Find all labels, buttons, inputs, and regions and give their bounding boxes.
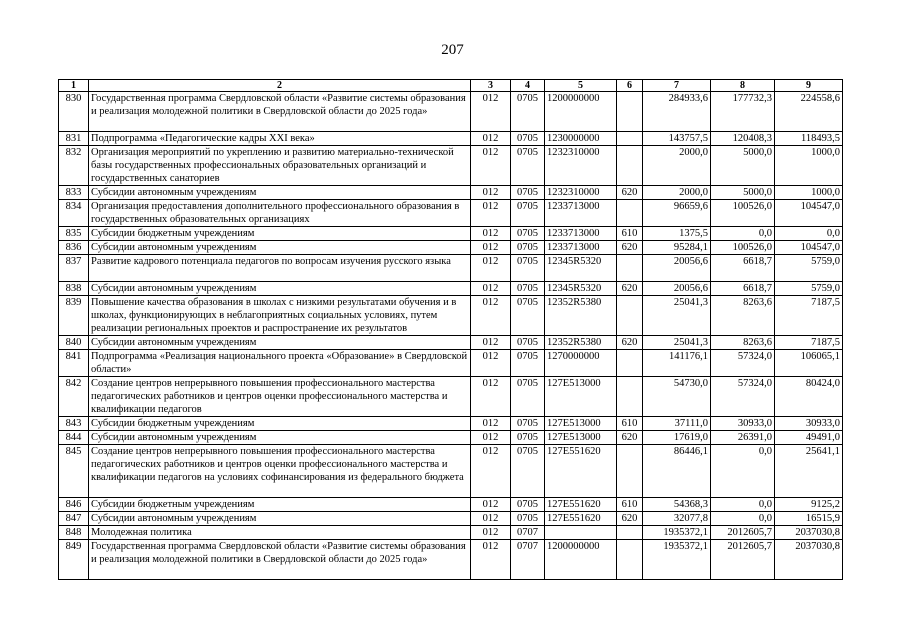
- target-code: 127E513000: [545, 417, 617, 431]
- column-header: 8: [711, 80, 775, 92]
- row-name: Молодежная политика: [89, 526, 471, 540]
- column-header: 4: [511, 80, 545, 92]
- ministry-code: 012: [471, 146, 511, 186]
- row-number: 835: [59, 227, 89, 241]
- ministry-code: 012: [471, 186, 511, 200]
- row-name: Субсидии автономным учреждениям: [89, 512, 471, 526]
- table-row: [59, 512, 843, 526]
- amount-year-1: 1935372,1: [643, 526, 711, 540]
- column-header: 5: [545, 80, 617, 92]
- amount-year-2: 5000,0: [711, 186, 775, 200]
- ministry-code: 012: [471, 350, 511, 377]
- ministry-code: 012: [471, 512, 511, 526]
- ministry-code: 012: [471, 377, 511, 417]
- section-code: 0705: [511, 417, 545, 431]
- column-header: 2: [89, 80, 471, 92]
- amount-year-3: 5759,0: [775, 282, 843, 296]
- row-name: Субсидии бюджетным учреждениям: [89, 417, 471, 431]
- table-row: [59, 282, 843, 296]
- target-code: 12352R5380: [545, 296, 617, 336]
- amount-year-3: 16515,9: [775, 512, 843, 526]
- expense-type-code: [617, 296, 643, 336]
- target-code: 1233713000: [545, 227, 617, 241]
- amount-year-1: 143757,5: [643, 132, 711, 146]
- table-row: [59, 377, 843, 417]
- row-number: 834: [59, 200, 89, 227]
- amount-year-2: 30933,0: [711, 417, 775, 431]
- ministry-code: 012: [471, 498, 511, 512]
- section-code: 0705: [511, 431, 545, 445]
- section-code: 0705: [511, 282, 545, 296]
- amount-year-1: 25041,3: [643, 336, 711, 350]
- ministry-code: 012: [471, 417, 511, 431]
- ministry-code: 012: [471, 431, 511, 445]
- row-number: 844: [59, 431, 89, 445]
- expense-type-code: [617, 132, 643, 146]
- row-number: 830: [59, 92, 89, 132]
- amount-year-1: 1935372,1: [643, 540, 711, 580]
- amount-year-3: 1000,0: [775, 146, 843, 186]
- target-code: 12352R5380: [545, 336, 617, 350]
- amount-year-3: 49491,0: [775, 431, 843, 445]
- target-code: 1232310000: [545, 186, 617, 200]
- amount-year-3: 80424,0: [775, 377, 843, 417]
- amount-year-2: 57324,0: [711, 350, 775, 377]
- section-code: 0707: [511, 526, 545, 540]
- amount-year-2: 57324,0: [711, 377, 775, 417]
- amount-year-1: 86446,1: [643, 445, 711, 498]
- amount-year-2: 2012605,7: [711, 540, 775, 580]
- row-name: Субсидии автономным учреждениям: [89, 282, 471, 296]
- target-code: 12345R5320: [545, 282, 617, 296]
- expense-type-code: [617, 146, 643, 186]
- row-number: 845: [59, 445, 89, 498]
- ministry-code: 012: [471, 132, 511, 146]
- expense-type-code: 620: [617, 336, 643, 350]
- table-row: [59, 350, 843, 377]
- row-number: 833: [59, 186, 89, 200]
- expense-type-code: 620: [617, 512, 643, 526]
- row-name: Создание центров непрерывного повышения профессионального мастерства педагогических работников и центров оценки профессионального мастерства и квалификации педагогов на условиях софинансирования из федерального бюджета: [89, 445, 471, 498]
- table-row: [59, 200, 843, 227]
- amount-year-3: 30933,0: [775, 417, 843, 431]
- table-row: [59, 241, 843, 255]
- amount-year-3: 7187,5: [775, 336, 843, 350]
- target-code: [545, 526, 617, 540]
- row-name: Субсидии автономным учреждениям: [89, 186, 471, 200]
- amount-year-1: 32077,8: [643, 512, 711, 526]
- row-number: 847: [59, 512, 89, 526]
- target-code: 1230000000: [545, 132, 617, 146]
- section-code: 0705: [511, 377, 545, 417]
- amount-year-2: 5000,0: [711, 146, 775, 186]
- section-code: 0705: [511, 227, 545, 241]
- table-row: [59, 431, 843, 445]
- column-header: 6: [617, 80, 643, 92]
- row-name: Развитие кадрового потенциала педагогов по вопросам изучения русского языка: [89, 255, 471, 282]
- expense-type-code: 620: [617, 241, 643, 255]
- target-code: 127E551620: [545, 512, 617, 526]
- table-body: [59, 92, 843, 580]
- amount-year-3: 0,0: [775, 227, 843, 241]
- table-row: [59, 526, 843, 540]
- amount-year-2: 0,0: [711, 512, 775, 526]
- amount-year-3: 5759,0: [775, 255, 843, 282]
- amount-year-3: 104547,0: [775, 200, 843, 227]
- row-number: 840: [59, 336, 89, 350]
- amount-year-1: 54368,3: [643, 498, 711, 512]
- ministry-code: 012: [471, 526, 511, 540]
- row-number: 832: [59, 146, 89, 186]
- row-number: 839: [59, 296, 89, 336]
- table-row: [59, 227, 843, 241]
- amount-year-2: 120408,3: [711, 132, 775, 146]
- expense-type-code: [617, 377, 643, 417]
- page-number: 207: [441, 42, 464, 58]
- row-number: 842: [59, 377, 89, 417]
- amount-year-1: 96659,6: [643, 200, 711, 227]
- amount-year-3: 9125,2: [775, 498, 843, 512]
- amount-year-1: 25041,3: [643, 296, 711, 336]
- ministry-code: 012: [471, 255, 511, 282]
- section-code: 0705: [511, 255, 545, 282]
- amount-year-2: 100526,0: [711, 241, 775, 255]
- section-code: 0705: [511, 241, 545, 255]
- amount-year-2: 8263,6: [711, 296, 775, 336]
- expense-type-code: [617, 350, 643, 377]
- amount-year-3: 104547,0: [775, 241, 843, 255]
- row-name: Подпрограмма «Педагогические кадры XXI века»: [89, 132, 471, 146]
- ministry-code: 012: [471, 296, 511, 336]
- expense-type-code: [617, 526, 643, 540]
- amount-year-2: 26391,0: [711, 431, 775, 445]
- amount-year-1: 2000,0: [643, 146, 711, 186]
- ministry-code: 012: [471, 540, 511, 580]
- target-code: 1200000000: [545, 540, 617, 580]
- expense-type-code: [617, 92, 643, 132]
- section-code: 0705: [511, 132, 545, 146]
- table-row: [59, 540, 843, 580]
- target-code: 1200000000: [545, 92, 617, 132]
- row-name: Создание центров непрерывного повышения профессионального мастерства педагогических работников и центров оценки профессионального мастерства и квалификации педагогов: [89, 377, 471, 417]
- ministry-code: 012: [471, 200, 511, 227]
- amount-year-1: 37111,0: [643, 417, 711, 431]
- row-number: 848: [59, 526, 89, 540]
- row-number: 841: [59, 350, 89, 377]
- row-name: Повышение качества образования в школах с низкими результатами обучения и в школах, функционирующих в неблагоприятных социальных условиях, путем реализации региональных проектов и распространение их результатов: [89, 296, 471, 336]
- section-code: 0705: [511, 296, 545, 336]
- section-code: 0705: [511, 445, 545, 498]
- amount-year-2: 100526,0: [711, 200, 775, 227]
- section-code: 0705: [511, 350, 545, 377]
- row-name: Субсидии автономным учреждениям: [89, 336, 471, 350]
- row-name: Государственная программа Свердловской области «Развитие системы образования и реализация молодежной политики в Свердловской области до 2025 года»: [89, 540, 471, 580]
- column-header: 9: [775, 80, 843, 92]
- amount-year-1: 54730,0: [643, 377, 711, 417]
- target-code: 127E513000: [545, 377, 617, 417]
- table-row: [59, 445, 843, 498]
- amount-year-3: 25641,1: [775, 445, 843, 498]
- ministry-code: 012: [471, 336, 511, 350]
- table-row: [59, 146, 843, 186]
- amount-year-3: 224558,6: [775, 92, 843, 132]
- amount-year-2: 6618,7: [711, 255, 775, 282]
- column-header: 7: [643, 80, 711, 92]
- row-number: 831: [59, 132, 89, 146]
- amount-year-2: 6618,7: [711, 282, 775, 296]
- amount-year-1: 95284,1: [643, 241, 711, 255]
- target-code: 1232310000: [545, 146, 617, 186]
- row-number: 836: [59, 241, 89, 255]
- amount-year-1: 20056,6: [643, 282, 711, 296]
- amount-year-2: 0,0: [711, 498, 775, 512]
- ministry-code: 012: [471, 92, 511, 132]
- row-number: 849: [59, 540, 89, 580]
- amount-year-3: 2037030,8: [775, 540, 843, 580]
- ministry-code: 012: [471, 241, 511, 255]
- target-code: 127E551620: [545, 445, 617, 498]
- row-name: Субсидии автономным учреждениям: [89, 431, 471, 445]
- table-row: [59, 255, 843, 282]
- table-row: [59, 498, 843, 512]
- amount-year-3: 118493,5: [775, 132, 843, 146]
- row-name: Субсидии бюджетным учреждениям: [89, 498, 471, 512]
- section-code: 0707: [511, 540, 545, 580]
- target-code: 1233713000: [545, 200, 617, 227]
- amount-year-3: 7187,5: [775, 296, 843, 336]
- row-number: 837: [59, 255, 89, 282]
- row-name: Субсидии автономным учреждениям: [89, 241, 471, 255]
- table-row: [59, 417, 843, 431]
- column-header: 1: [59, 80, 89, 92]
- column-header: 3: [471, 80, 511, 92]
- section-code: 0705: [511, 498, 545, 512]
- amount-year-3: 2037030,8: [775, 526, 843, 540]
- row-number: 838: [59, 282, 89, 296]
- expense-type-code: 620: [617, 282, 643, 296]
- section-code: 0705: [511, 512, 545, 526]
- target-code: 1233713000: [545, 241, 617, 255]
- amount-year-2: 177732,3: [711, 92, 775, 132]
- table-row: [59, 186, 843, 200]
- ministry-code: 012: [471, 227, 511, 241]
- expense-type-code: [617, 255, 643, 282]
- expense-type-code: 610: [617, 417, 643, 431]
- budget-table: [58, 79, 843, 580]
- amount-year-2: 2012605,7: [711, 526, 775, 540]
- expense-type-code: [617, 540, 643, 580]
- expense-type-code: 610: [617, 498, 643, 512]
- amount-year-2: 0,0: [711, 227, 775, 241]
- section-code: 0705: [511, 186, 545, 200]
- table-row: [59, 336, 843, 350]
- expense-type-code: 610: [617, 227, 643, 241]
- amount-year-1: 1375,5: [643, 227, 711, 241]
- target-code: 1270000000: [545, 350, 617, 377]
- amount-year-1: 17619,0: [643, 431, 711, 445]
- ministry-code: 012: [471, 282, 511, 296]
- expense-type-code: 620: [617, 431, 643, 445]
- section-code: 0705: [511, 92, 545, 132]
- row-name: Государственная программа Свердловской области «Развитие системы образования и реализация молодежной политики в Свердловской области до 2025 года»: [89, 92, 471, 132]
- expense-type-code: [617, 200, 643, 227]
- expense-type-code: 620: [617, 186, 643, 200]
- amount-year-2: 0,0: [711, 445, 775, 498]
- row-number: 846: [59, 498, 89, 512]
- amount-year-1: 284933,6: [643, 92, 711, 132]
- section-code: 0705: [511, 200, 545, 227]
- header-row: [59, 80, 843, 92]
- row-name: Организация мероприятий по укреплению и развитию материально-технической базы государственных профессиональных образовательных организаций и государственных санаториев: [89, 146, 471, 186]
- section-code: 0705: [511, 336, 545, 350]
- amount-year-3: 106065,1: [775, 350, 843, 377]
- expense-type-code: [617, 445, 643, 498]
- target-code: 12345R5320: [545, 255, 617, 282]
- table-row: [59, 296, 843, 336]
- target-code: 127E551620: [545, 498, 617, 512]
- target-code: 127E513000: [545, 431, 617, 445]
- ministry-code: 012: [471, 445, 511, 498]
- amount-year-3: 1000,0: [775, 186, 843, 200]
- amount-year-2: 8263,6: [711, 336, 775, 350]
- section-code: 0705: [511, 146, 545, 186]
- amount-year-1: 2000,0: [643, 186, 711, 200]
- row-name: Субсидии бюджетным учреждениям: [89, 227, 471, 241]
- amount-year-1: 20056,6: [643, 255, 711, 282]
- table-row: [59, 92, 843, 132]
- row-name: Подпрограмма «Реализация национального проекта «Образование» в Свердловской области»: [89, 350, 471, 377]
- amount-year-1: 141176,1: [643, 350, 711, 377]
- table-row: [59, 132, 843, 146]
- row-name: Организация предоставления дополнительного профессионального образования в государственных образовательных организациях: [89, 200, 471, 227]
- row-number: 843: [59, 417, 89, 431]
